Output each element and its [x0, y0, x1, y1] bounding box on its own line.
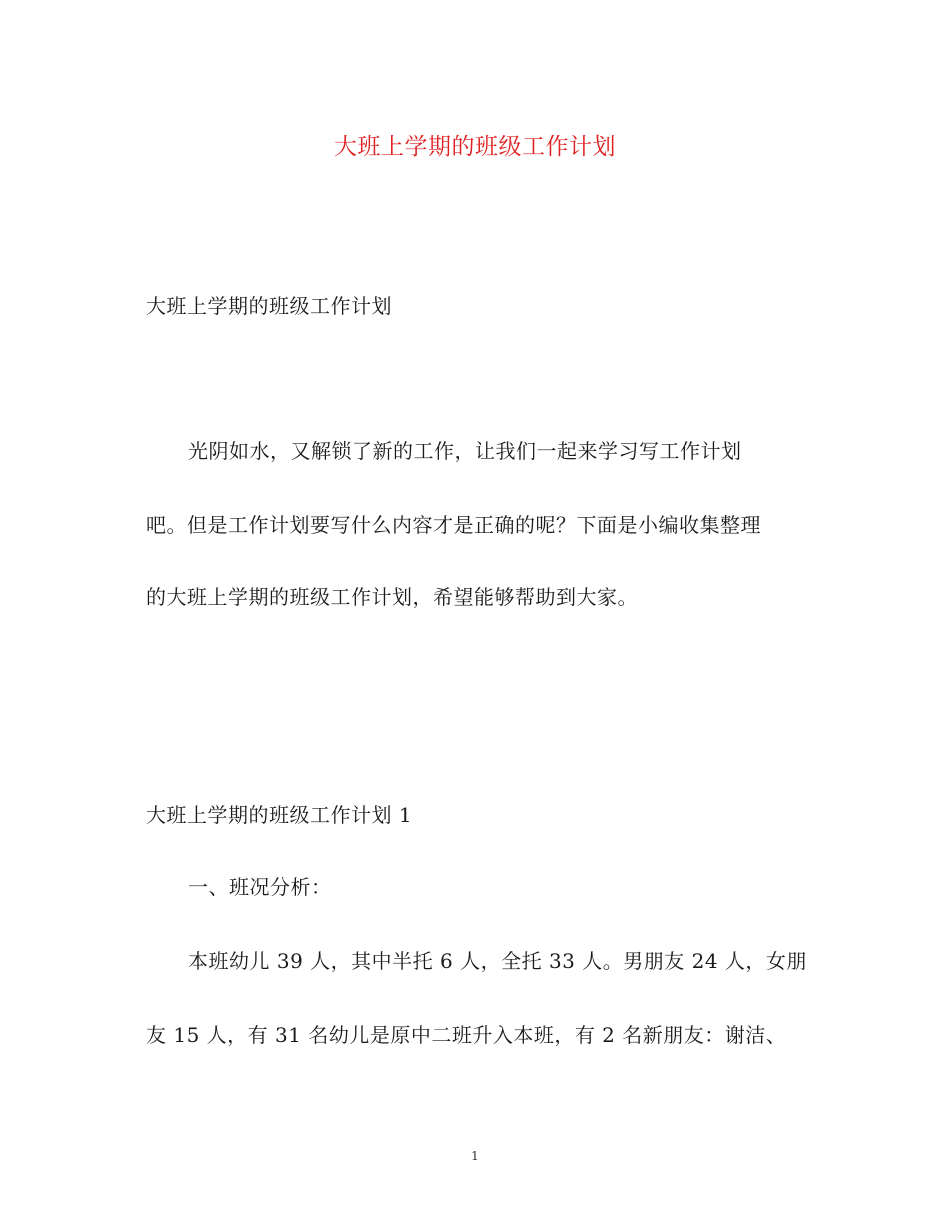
intro-paragraph-line: 吧。但是工作计划要写什么内容才是正确的呢？下面是小编收集整理	[146, 513, 761, 537]
body-paragraph-line: 友 15 人，有 31 名幼儿是原中二班升入本班，有 2 名新朋友：谢洁、	[146, 1023, 787, 1047]
body-paragraph-line: 本班幼儿 39 人，其中半托 6 人，全托 33 人。男朋友 24 人，女朋	[188, 949, 807, 973]
subsection-heading: 一、班况分析：	[188, 875, 332, 899]
intro-paragraph-line: 的大班上学期的班级工作计划，希望能够帮助到大家。	[146, 585, 638, 609]
document-title: 大班上学期的班级工作计划	[334, 134, 616, 160]
section-heading: 大班上学期的班级工作计划 1	[146, 803, 413, 827]
page-number: 1	[471, 1149, 479, 1163]
intro-paragraph-line: 光阴如水，又解锁了新的工作，让我们一起来学习写工作计划	[188, 439, 742, 463]
document-subtitle: 大班上学期的班级工作计划	[146, 294, 392, 318]
